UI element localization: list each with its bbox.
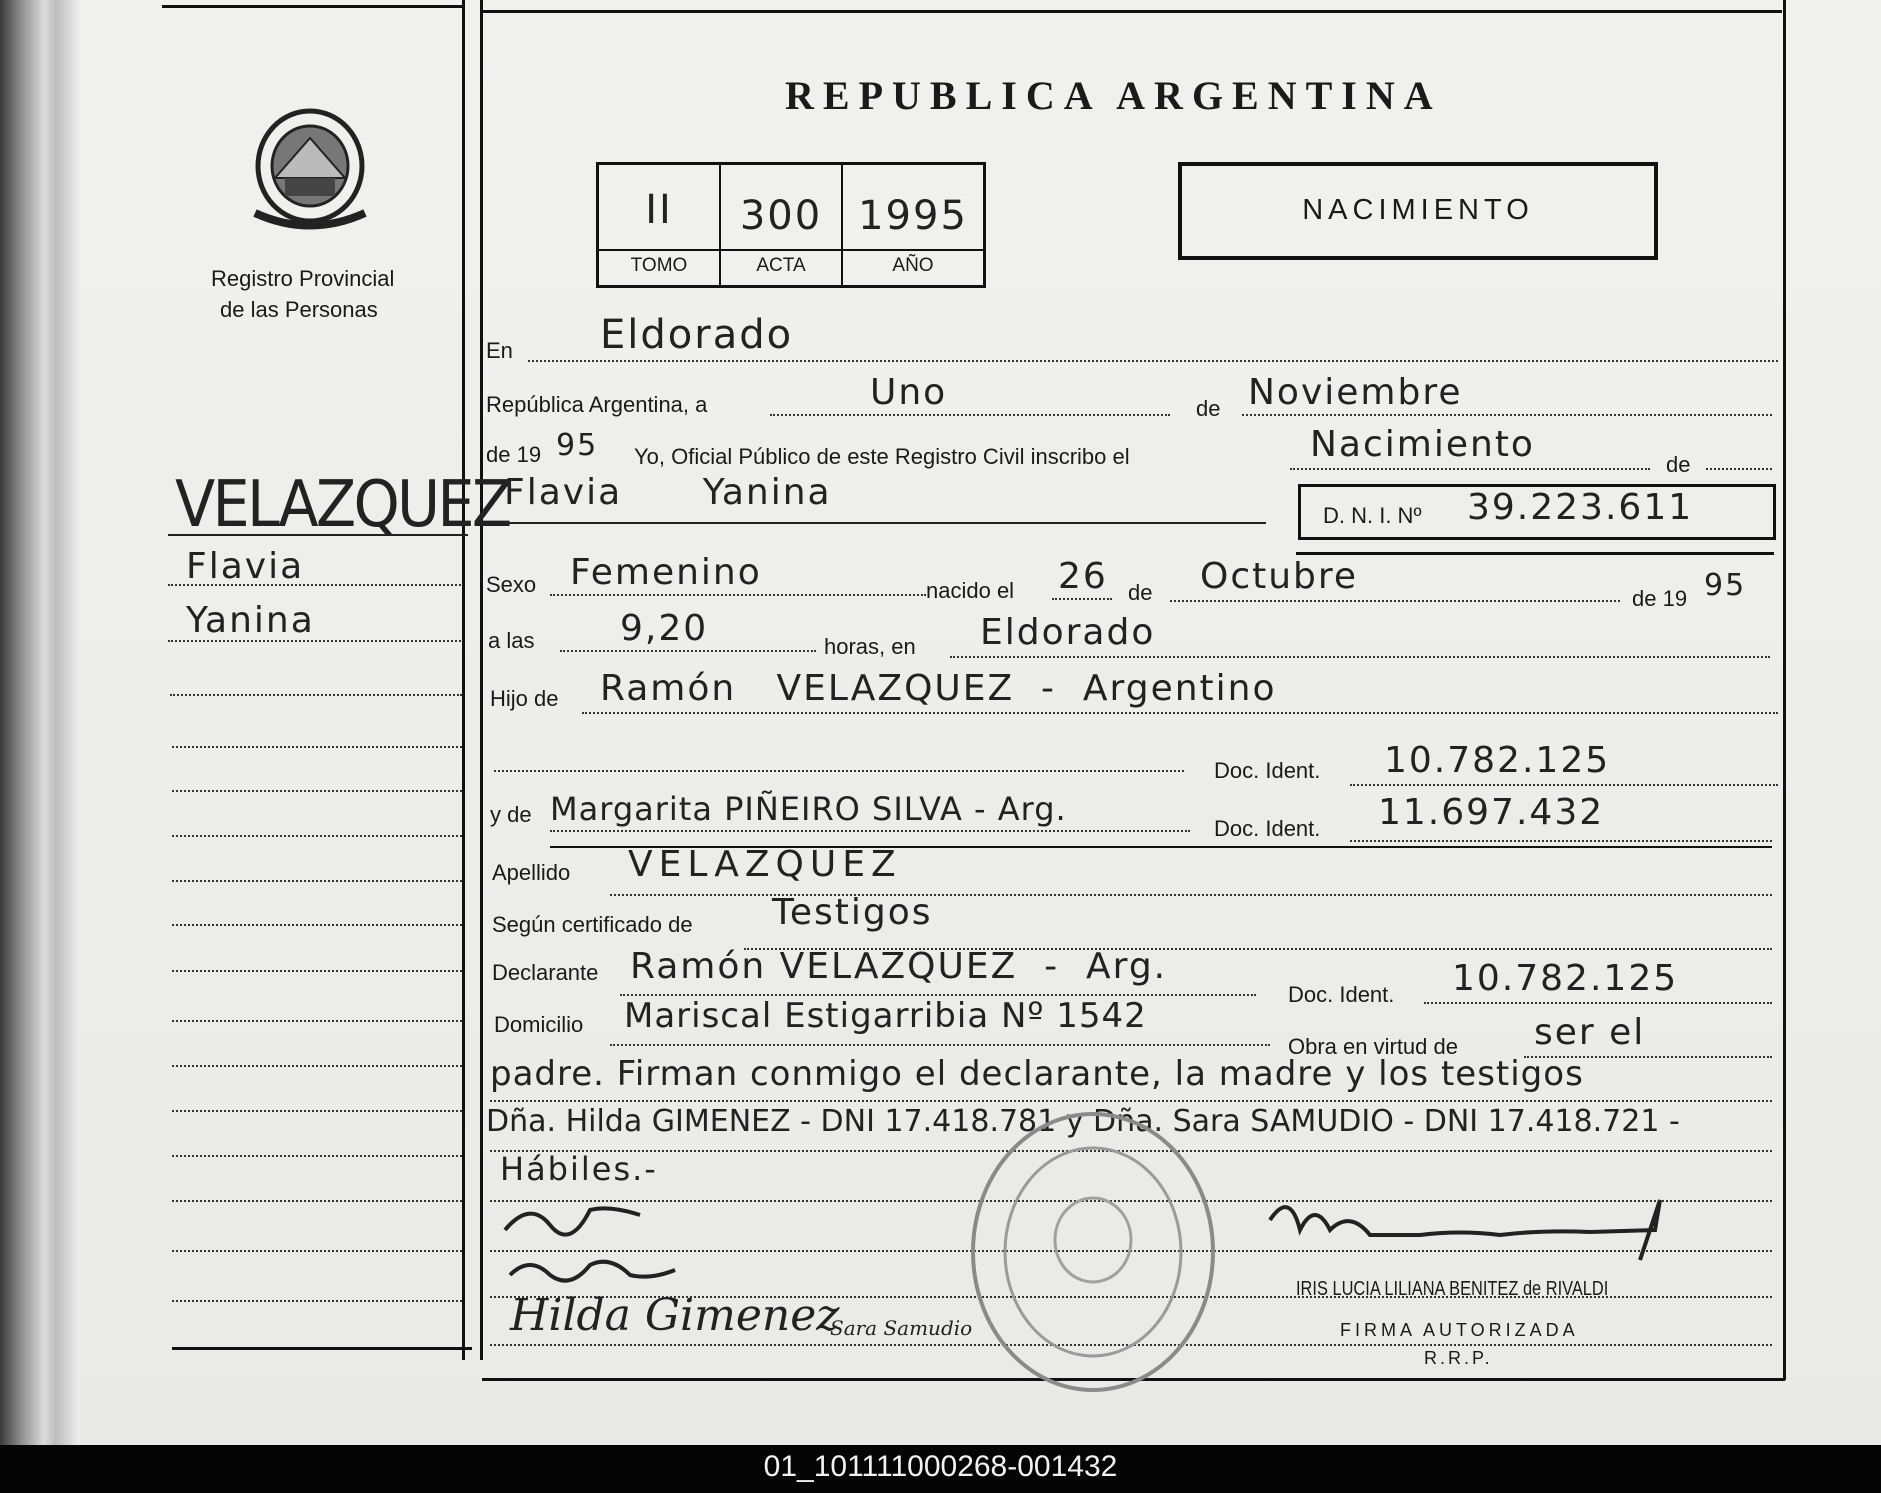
oficial-text: Yo, Oficial Público de este Registro Civil inscribo el: [634, 444, 1130, 469]
domicilio-value: Mariscal Estigarribia Nº 1542: [624, 996, 1147, 1036]
apellido-label: Apellido: [492, 860, 571, 885]
sidebar-line-10: [172, 1020, 462, 1022]
en-line: [528, 360, 1778, 362]
en-label: En: [486, 338, 513, 363]
divider-left: [462, 0, 465, 1360]
bottom-rule-left: [172, 1347, 472, 1350]
day-line: [770, 414, 1170, 416]
divider-main: [480, 0, 483, 1360]
sidebar-line-8: [172, 924, 462, 926]
mother-doc: 11.697.432: [1378, 792, 1605, 833]
sidebar-line-5: [172, 790, 462, 792]
place-value: Eldorado: [980, 612, 1156, 653]
acta-value: 300: [739, 193, 823, 239]
mother-line: [550, 830, 1190, 832]
father-line: [582, 712, 1778, 714]
day-value: Uno: [870, 372, 948, 413]
horas-label: horas, en: [824, 634, 916, 659]
acta-label: ACTA: [756, 255, 806, 276]
year-prefix: de 19: [486, 442, 542, 467]
en-value: Eldorado: [600, 312, 794, 358]
image-caption: 01_101111000268-001432: [763, 1450, 1118, 1483]
obra-label: Obra en virtud de: [1288, 1034, 1458, 1059]
sidebar-line-15: [172, 1250, 462, 1252]
name-line: [486, 522, 1266, 524]
sidebar-line-2: [168, 640, 461, 642]
official-stamp: [968, 1110, 1218, 1395]
witness2-signature: Sara Samudio: [830, 1316, 973, 1340]
father-doc-value: 10.782.125: [1384, 740, 1611, 781]
father-doc-label: Doc. Ident.: [1214, 758, 1321, 783]
sidebar-line-9: [172, 970, 462, 972]
de2-label: de: [1666, 452, 1691, 477]
free-line-2: Dña. Hilda GIMENEZ - DNI 17.418.781 y Dña. Sara SAMUDIO - DNI 17.418.721 -: [486, 1104, 1680, 1139]
ano-value: 1995: [858, 193, 968, 239]
book-edge: [0, 0, 80, 1445]
ano-label: AÑO: [892, 255, 934, 276]
year-value: 95: [556, 428, 599, 463]
segun-label: Según certificado de: [492, 912, 693, 937]
sidebar-line-12: [172, 1110, 462, 1112]
sidebar-given-2: Yanina: [186, 600, 315, 641]
dni-label: D. N. I. Nº: [1323, 503, 1422, 528]
free-line-1: padre. Firman conmigo el declarante, la madre y los testigos: [490, 1054, 1584, 1094]
tomo-value: II: [645, 187, 673, 233]
mother-doc-line: [1350, 840, 1772, 842]
inscribo-value: Nacimiento: [1310, 424, 1535, 465]
father-value: Ramón VELAZQUEZ - Argentino: [600, 668, 1277, 709]
registry-title-line1: Registro Provincial: [211, 266, 395, 291]
segun-value: Testigos: [772, 892, 933, 933]
sidebar-line-7: [172, 880, 462, 882]
father-doc-line: [1350, 784, 1778, 786]
republica-label: República Argentina, a: [486, 392, 708, 417]
declarante-value: Ramón VELAZQUEZ - Arg.: [630, 946, 1168, 987]
sidebar-line-14: [172, 1200, 462, 1202]
born-month-line: [1170, 600, 1620, 602]
mother-doc-label: Doc. Ident.: [1214, 816, 1321, 841]
top-rule-right: [482, 10, 1782, 13]
declarante-doc: 10.782.125: [1452, 958, 1679, 999]
top-rule-left: [162, 5, 462, 8]
de-label: de: [1196, 396, 1221, 421]
sidebar-line-16: [172, 1300, 462, 1302]
sidebar-rule-surname: [168, 534, 468, 536]
hour-value: 9,20: [620, 608, 709, 649]
dni-value: 39.223.611: [1467, 487, 1694, 528]
apellido-value: VELAZQUEZ: [628, 844, 902, 885]
y-de-label: y de: [490, 802, 532, 827]
signature-mark-1: [500, 1190, 650, 1250]
de3-label: de: [1128, 580, 1153, 605]
a-las-label: a las: [488, 628, 535, 653]
nacido-label: nacido el: [926, 578, 1015, 603]
sexo-line: [550, 594, 926, 596]
sexo-value: Femenino: [570, 552, 762, 593]
signature-mark-2: [505, 1250, 685, 1290]
sidebar-line-3: [170, 694, 462, 696]
name-value: Flavia Yanina: [504, 472, 832, 513]
inscribo-line: [1290, 468, 1650, 470]
divider-right: [1783, 0, 1786, 1380]
act-type-box: [1178, 162, 1658, 260]
officer-name: IRIS LUCIA LILIANA BENITEZ de RIVALDI: [1296, 1278, 1609, 1300]
declarante-label: Declarante: [492, 960, 599, 985]
de2-line: [1706, 468, 1772, 470]
mother-value: Margarita PIÑEIRO SILVA - Arg.: [550, 790, 1067, 828]
rrp-label: R.R.P.: [1424, 1348, 1493, 1368]
hour-line: [560, 650, 816, 652]
witness-signature: Hilda Gimenez: [510, 1290, 840, 1341]
born-month: Octubre: [1200, 556, 1359, 597]
declarante-doc-label: Doc. Ident.: [1288, 982, 1395, 1007]
tomo-label: TOMO: [630, 255, 688, 276]
free-line-3: Hábiles.-: [500, 1150, 658, 1188]
officer-signature: [1260, 1190, 1680, 1270]
sexo-label: Sexo: [486, 572, 537, 597]
firma-label: FIRMA AUTORIZADA: [1340, 1320, 1579, 1340]
obra-value: ser el: [1534, 1012, 1646, 1053]
born-day-line: [1052, 598, 1112, 600]
act-type-label: NACIMIENTO: [1302, 194, 1534, 226]
registry-title-line2: de las Personas: [220, 297, 378, 322]
born-year: 95: [1704, 568, 1747, 603]
place-line: [950, 656, 1770, 658]
country-heading: REPUBLICA ARGENTINA: [785, 73, 1442, 118]
sidebar-surname: VELAZQUEZ: [175, 468, 510, 542]
hijo-label: Hijo de: [490, 686, 559, 711]
month-line: [1242, 414, 1772, 416]
father-line-2: [494, 770, 1184, 772]
domicilio-label: Domicilio: [494, 1012, 584, 1037]
declarante-doc-line: [1424, 1002, 1772, 1004]
sidebar-line-6: [172, 835, 462, 837]
born-day: 26: [1058, 556, 1108, 597]
sidebar-line-11: [172, 1065, 462, 1067]
month-value: Noviembre: [1248, 372, 1463, 413]
sidebar-line-13: [172, 1155, 462, 1157]
born-year-prefix: de 19: [1632, 586, 1688, 611]
dni-box: [1298, 484, 1776, 540]
dni-underline: [1296, 552, 1774, 555]
sidebar-line-4: [172, 746, 462, 748]
free-line-1-rule: [490, 1100, 1772, 1102]
sidebar-line-1: [168, 584, 461, 586]
province-seal-logo: [245, 98, 375, 238]
domicilio-line: [610, 1044, 1270, 1046]
record-box: [596, 162, 986, 288]
sidebar-given-1: Flavia: [186, 546, 305, 587]
